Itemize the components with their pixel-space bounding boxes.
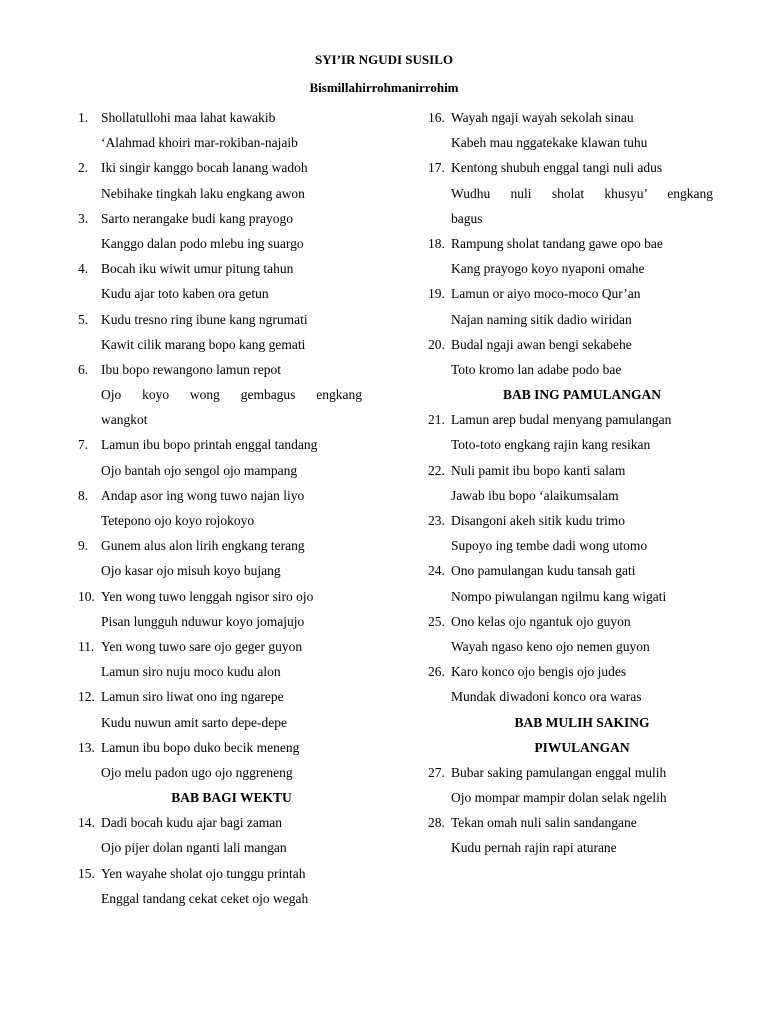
verse-text: Toto-toto engkang rajin kang resikan: [451, 437, 651, 453]
verse-text: Ojo koyo wong gembagus engkang: [101, 387, 362, 403]
verse-text: Kentong shubuh enggal tangi nuli adus: [451, 160, 663, 176]
verse-line: [78, 760, 362, 785]
verse-line: [428, 458, 713, 483]
verse-line: [78, 281, 362, 306]
verse-number: 25.: [428, 613, 445, 629]
verse-number: 6.: [78, 361, 89, 377]
verse-text: Lamun siro nuju moco kudu alon: [101, 664, 281, 680]
verse-text: Nuli pamit ibu bopo kanti salam: [451, 462, 626, 478]
verse-number: 19.: [428, 286, 445, 302]
section-heading: BAB BAGI WEKTU: [171, 790, 292, 806]
verse-line: [428, 558, 713, 583]
verse-text: Ibu bopo rewangono lamun repot: [101, 361, 281, 377]
verse-text: Yen wayahe sholat ojo tunggu printah: [101, 865, 306, 881]
verse-line: [428, 155, 713, 180]
verse-text: Kudu tresno ring ibune kang ngrumati: [101, 311, 308, 327]
verse-number: 8.: [78, 487, 89, 503]
verse-text: Karo konco ojo bengis ojo judes: [451, 664, 627, 680]
verse-text: Toto kromo lan adabe podo bae: [451, 361, 622, 377]
verse-line: [78, 508, 362, 533]
verse-line: [78, 332, 362, 357]
verse-text: Bubar saking pamulangan enggal mulih: [451, 764, 667, 780]
verse-line: [428, 584, 713, 609]
verse-line: [428, 810, 713, 835]
verse-text: Iki singir kanggo bocah lanang wadoh: [101, 160, 308, 176]
verse-number: 3.: [78, 210, 89, 226]
verse-line: [428, 407, 713, 432]
verse-line: [428, 256, 713, 281]
verse-text: Shollatullohi maa lahat kawakib: [101, 110, 276, 125]
verse-line: [78, 432, 362, 457]
verse-text: Supoyo ing tembe dadi wong utomo: [451, 538, 648, 554]
verse-text: Budal ngaji awan bengi sekabehe: [451, 336, 632, 352]
verse-line: [78, 483, 362, 508]
verse-text: Pisan lungguh nduwur koyo jomajujo: [101, 613, 305, 629]
verse-number: 15.: [78, 865, 95, 881]
verse-line: [78, 181, 362, 206]
verse-text: Gunem alus alon lirih engkang terang: [101, 538, 305, 554]
verse-number: 28.: [428, 815, 445, 831]
document-title: SYI’IR NGUDI SUSILO: [315, 52, 453, 67]
verse-line: [428, 835, 713, 860]
verse-text: Wayah ngaji wayah sekolah sinau: [451, 110, 634, 125]
verse-line: [428, 332, 713, 357]
verse-text: Kabeh mau nggatekake klawan tuhu: [451, 135, 648, 151]
verse-number: 26.: [428, 664, 445, 680]
verse-number: 20.: [428, 336, 445, 352]
verse-number: 9.: [78, 538, 89, 554]
verse-text: Kudu pernah rajin rapi aturane: [451, 840, 617, 856]
verse-number: 14.: [78, 815, 95, 831]
verse-number: 21.: [428, 412, 445, 428]
verse-line: [428, 634, 713, 659]
verse-line: [428, 130, 713, 155]
verse-text: Andap asor ing wong tuwo najan liyo: [101, 487, 305, 503]
verse-text: Ojo kasar ojo misuh koyo bujang: [101, 563, 281, 579]
verse-text: Bocah iku wiwit umur pitung tahun: [101, 261, 294, 277]
verse-line: [428, 281, 713, 306]
verse-line: [78, 130, 362, 155]
verse-number: 27.: [428, 764, 445, 780]
verse-number: 1.: [78, 110, 89, 125]
verse-line: [428, 659, 713, 684]
verse-text: Kudu ajar toto kaben ora getun: [101, 286, 269, 302]
verse-line: [428, 684, 713, 709]
verse-line: [428, 483, 713, 508]
section-heading: BAB ING PAMULANGAN: [503, 387, 661, 403]
verse-text: Lamun or aiyo moco-moco Qur’an: [451, 286, 641, 302]
verse-number: 23.: [428, 513, 445, 528]
verse-text: Lamun arep budal menyang pamulangan: [451, 412, 672, 428]
verse-line: [78, 407, 362, 432]
verse-line: [428, 307, 713, 332]
verse-line: [78, 659, 362, 684]
verse-line: [78, 558, 362, 583]
verse-line: [78, 206, 362, 231]
verse-text: Mundak diwadoni konco ora waras: [451, 689, 642, 705]
verse-text: wangkot: [101, 412, 148, 428]
verse-text: Enggal tandang cekat ceket ojo wegah: [101, 890, 309, 906]
verse-line: [78, 155, 362, 180]
verse-line: [78, 458, 362, 483]
verse-number: 5.: [78, 311, 89, 327]
verse-line: [428, 760, 713, 785]
verse-line: [78, 105, 362, 130]
left-column: [78, 105, 362, 911]
verse-line: [78, 533, 362, 558]
verse-line: [428, 785, 713, 810]
verse-line: [78, 609, 362, 634]
verse-text: Nebihake tingkah laku engkang awon: [101, 185, 305, 201]
verse-text: Jawab ibu bopo ‘alaikumsalam: [451, 487, 619, 503]
verse-line: [78, 710, 362, 735]
verse-number: 16.: [428, 110, 445, 125]
verse-text: Ojo pijer dolan nganti lali mangan: [101, 840, 287, 856]
verse-line: [78, 357, 362, 382]
verse-text: Najan naming sitik dadio wiridan: [451, 311, 632, 327]
verse-text: Kudu nuwun amit sarto depe-depe: [101, 714, 287, 730]
verse-line: [78, 684, 362, 709]
verse-text: Ojo melu padon ugo ojo nggreneng: [101, 764, 293, 780]
verse-line: [428, 533, 713, 558]
section-heading: PIWULANGAN: [534, 739, 630, 755]
verse-text: Wayah ngaso keno ojo nemen guyon: [451, 638, 650, 654]
verse-number: 24.: [428, 563, 445, 579]
verse-line: [78, 634, 362, 659]
verse-text: Kanggo dalan podo mlebu ing suargo: [101, 235, 304, 251]
verse-text: Lamun siro liwat ono ing ngarepe: [101, 689, 284, 705]
verse-text: Lamun ibu bopo printah enggal tandang: [101, 437, 318, 453]
verse-line: [78, 307, 362, 332]
verse-text: Tekan omah nuli salin sandangane: [451, 815, 637, 831]
verse-number: 22.: [428, 462, 445, 478]
verse-text: Rampung sholat tandang gawe opo bae: [451, 235, 663, 251]
document-subtitle: Bismillahirrohmanirrohim: [309, 80, 459, 95]
verse-number: 18.: [428, 235, 445, 251]
verse-text: Disangoni akeh sitik kudu trimo: [451, 513, 625, 528]
verse-text: ‘Alahmad khoiri mar-rokiban-najaib: [101, 135, 298, 151]
verse-line: [428, 432, 713, 457]
verse-text: Ono pamulangan kudu tansah gati: [451, 563, 636, 579]
verse-text: Dadi bocah kudu ajar bagi zaman: [101, 815, 283, 831]
verse-text: Lamun ibu bopo duko becik meneng: [101, 739, 300, 755]
verse-line: [428, 357, 713, 382]
verse-text: Wudhu nuli sholat khusyu’ engkang: [451, 185, 713, 201]
verse-number: 17.: [428, 160, 445, 176]
verse-number: 2.: [78, 160, 89, 176]
verse-text: bagus: [451, 210, 483, 226]
verse-line: [428, 609, 713, 634]
verse-number: 13.: [78, 739, 95, 755]
verse-line: [78, 861, 362, 886]
verse-number: 10.: [78, 588, 95, 604]
verse-text: Ono kelas ojo ngantuk ojo guyon: [451, 613, 631, 629]
verse-line: [428, 206, 713, 231]
verse-line: [78, 886, 362, 911]
verse-text: Yen wong tuwo sare ojo geger guyon: [101, 638, 303, 654]
verse-text: Nompo piwulangan ngilmu kang wigati: [451, 588, 667, 604]
verse-number: 4.: [78, 261, 89, 277]
verse-line: [78, 231, 362, 256]
section-heading: BAB MULIH SAKING: [514, 714, 650, 730]
verse-line: [428, 231, 713, 256]
verse-line: [428, 181, 713, 206]
right-column: [428, 105, 713, 861]
verse-line: [78, 584, 362, 609]
verse-text: Ojo bantah ojo sengol ojo mampang: [101, 462, 298, 478]
verse-text: Kawit cilik marang bopo kang gemati: [101, 336, 306, 352]
verse-line: [78, 735, 362, 760]
verse-line: [78, 835, 362, 860]
verse-text: Kang prayogo koyo nyaponi omahe: [451, 261, 645, 277]
verse-text: Yen wong tuwo lenggah ngisor siro ojo: [101, 588, 314, 604]
verse-text: Ojo mompar mampir dolan selak ngelih: [451, 790, 667, 806]
verse-line: [78, 810, 362, 835]
verse-line: [428, 105, 713, 130]
verse-number: 12.: [78, 689, 95, 705]
verse-text: Tetepono ojo koyo rojokoyo: [101, 513, 255, 528]
verse-line: [78, 382, 362, 407]
verse-text: Sarto nerangake budi kang prayogo: [101, 210, 293, 226]
verse-number: 7.: [78, 437, 89, 453]
verse-number: 11.: [78, 638, 95, 654]
verse-line: [428, 508, 713, 533]
verse-line: [78, 256, 362, 281]
